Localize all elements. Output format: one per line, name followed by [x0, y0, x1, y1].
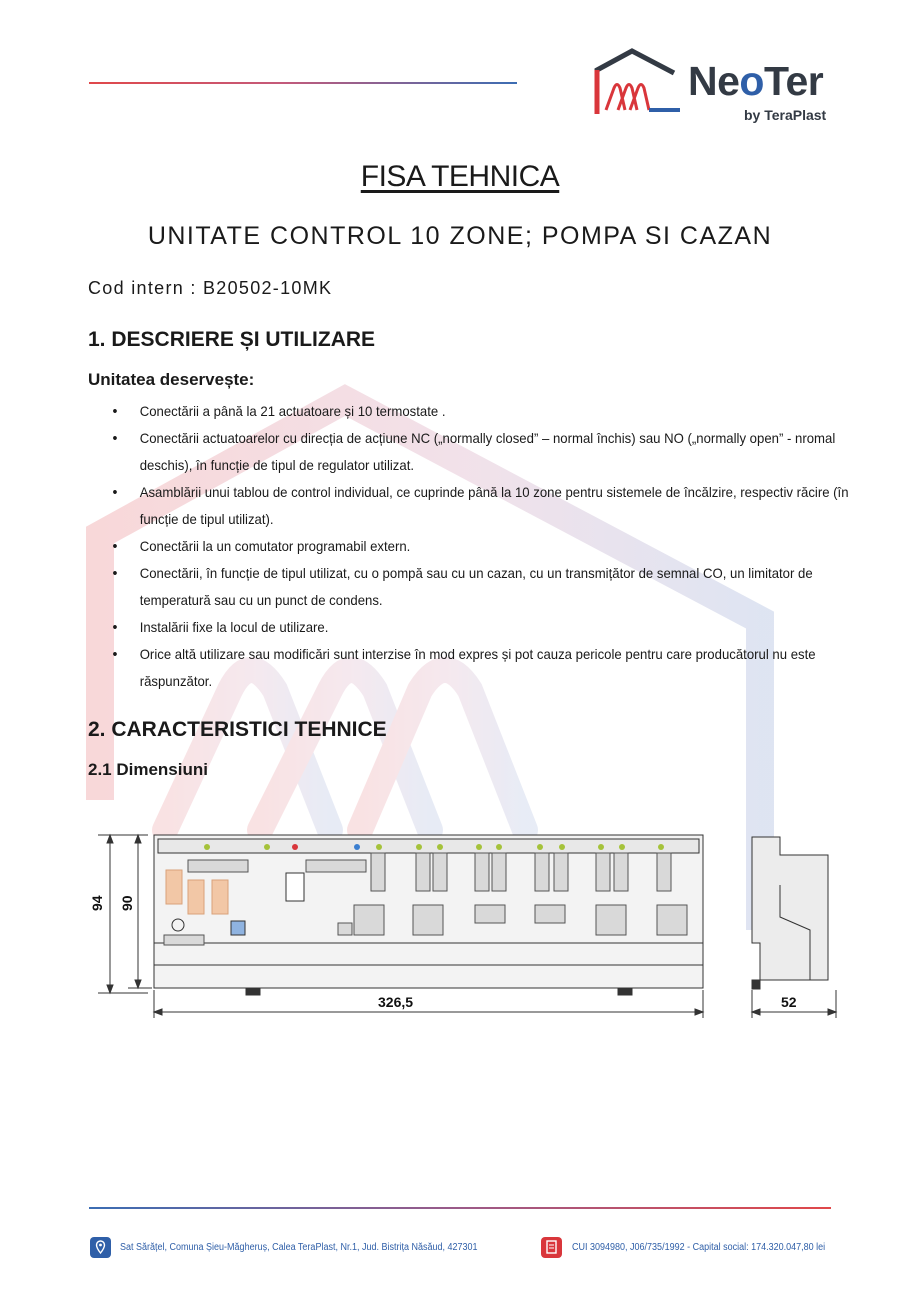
dim-depth: 52 [781, 994, 797, 1010]
usage-list [88, 398, 848, 695]
list-item: • Instalării fixe la locul de utilizare. [88, 614, 882, 641]
page-title: FISA TEHNICA [360, 160, 560, 193]
dimension-drawing [88, 825, 848, 1025]
subheading-dimensions: 2.1 Dimensiuni [88, 760, 208, 779]
header-accent-line [89, 82, 517, 84]
map-pin-icon [90, 1237, 111, 1258]
document-icon [541, 1237, 562, 1258]
list-item: • Asamblării unui tablou de control individual, ce cuprinde până la 10 zone pentru sistemele de încălzire, respectiv răcire (în funcție de tipul utilizat). [88, 479, 882, 533]
product-title: UNITATE CONTROL 10 ZONE; POMPA SI CAZAN [147, 222, 773, 250]
dim-height-outer: 94 [89, 895, 105, 911]
dim-height-inner: 90 [119, 895, 135, 911]
list-item: • Conectării a până la 21 actuatoare și 10 termostate . [88, 398, 882, 425]
section-heading-specs: 2. CARACTERISTICI TEHNICE [88, 718, 387, 741]
list-item: • Conectării la un comutator programabil extern. [88, 533, 882, 560]
list-item: • Conectării, în funcție de tipul utilizat, cu o pompă sau cu un cazan, cu un transmițător de semnal CO, un limitator de temperatură sau cu un punct de condens. [88, 560, 882, 614]
footer-legal: CUI 3094980, J06/735/1992 - Capital social: 174.320.047,80 lei [572, 1242, 826, 1253]
dim-length: 326,5 [378, 994, 414, 1010]
brand-tagline: by TeraPlast [744, 107, 827, 123]
section-heading-description: 1. DESCRIERE ȘI UTILIZARE [88, 328, 376, 351]
subheading-serves: Unitatea deservește: [88, 370, 255, 389]
internal-code: Cod intern : B20502-10MK [88, 278, 333, 298]
list-item: • Conectării actuatoarelor cu direcția de acțiune NC („normally closed” – normal închis) sau NO („normally open” - nromal deschis), în funcție de tipul de regulator utilizat. [88, 425, 882, 479]
footer-accent-line [89, 1207, 831, 1209]
list-item: • Orice altă utilizare sau modificări sunt interzise în mod expres și pot cauza pericole pentru care producătorul nu este răspunzător. [88, 641, 882, 695]
brand-name: NeoTer [688, 58, 824, 104]
footer-address: Sat Sărățel, Comuna Șieu-Măgheruș, Calea TeraPlast, Nr.1, Jud. Bistrița Năsăud, 427301 [120, 1242, 478, 1253]
